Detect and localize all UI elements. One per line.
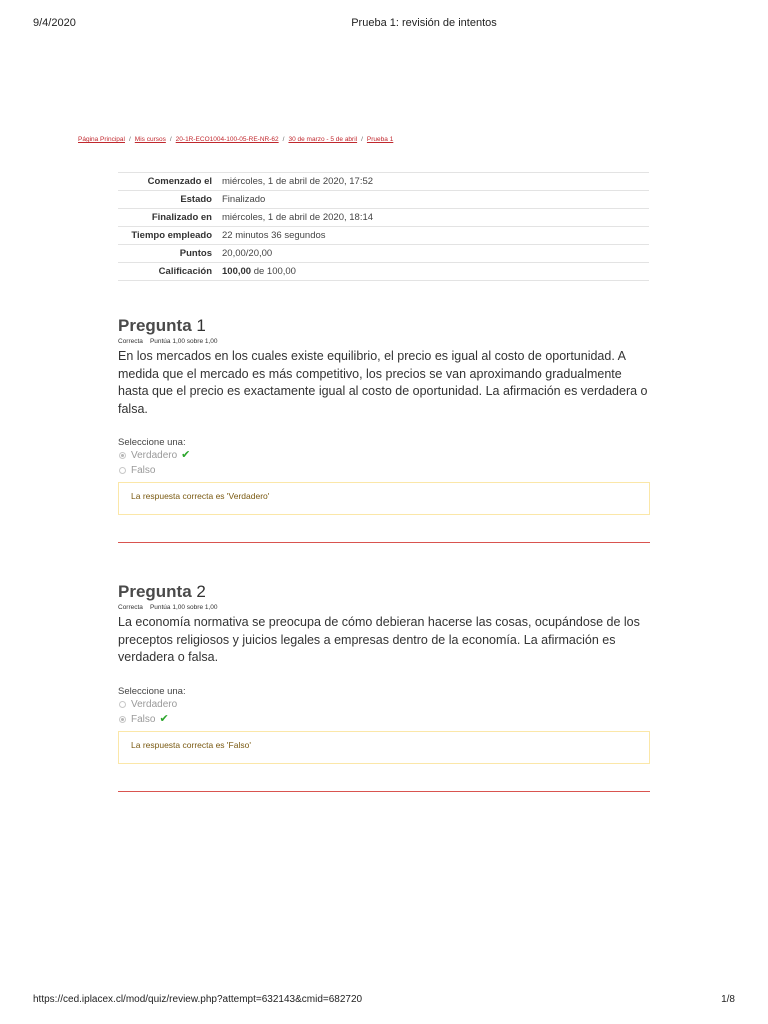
answer-option-label: Verdadero (131, 450, 178, 461)
breadcrumb-separator: / (282, 136, 285, 143)
summary-label: Comenzado el (147, 176, 212, 187)
summary-row-grade (118, 263, 649, 281)
summary-value: Finalizado (222, 194, 266, 205)
answer-option-label: Falso (131, 713, 156, 725)
answer-option-verdadero[interactable] (118, 697, 650, 712)
question-number: 1 (196, 316, 206, 335)
question-status: Correcta (118, 604, 143, 611)
question-divider (118, 791, 650, 792)
breadcrumb-separator: / (361, 136, 363, 143)
breadcrumb-separator: / (128, 136, 131, 143)
summary-value: miércoles, 1 de abril de 2020, 17:52 (222, 176, 374, 187)
summary-label: Puntos (179, 248, 212, 259)
question-label: Pregunta (118, 316, 192, 335)
question-title (118, 582, 650, 602)
summary-row-points (118, 245, 649, 263)
summary-value (216, 263, 649, 281)
radio-icon[interactable] (119, 701, 126, 708)
answer-prompt: Seleccione una: (118, 685, 186, 697)
check-icon: ✔ (181, 449, 191, 461)
print-url: https://ced.iplacex.cl/mod/quiz/review.php?attempt=632143&cmid=682720 (33, 994, 363, 1005)
answer-option-label: Verdadero (131, 698, 178, 710)
breadcrumb-course-link[interactable]: 20-1R-ECO1004-100-05-RE-NR-62 (175, 136, 279, 143)
breadcrumb-home-link[interactable]: Página Principal (78, 136, 125, 143)
breadcrumb-quiz-link[interactable]: Prueba 1 (366, 136, 394, 143)
answer-option-label: Falso (131, 465, 156, 476)
breadcrumb-separator: / (169, 136, 172, 143)
answer-option-falso[interactable] (118, 463, 650, 478)
print-header (0, 17, 768, 31)
attempt-summary-table (118, 172, 649, 281)
question-meta (118, 338, 650, 345)
summary-row-state (118, 191, 649, 209)
summary-row-finished (118, 209, 649, 227)
question-number: 2 (196, 582, 206, 601)
feedback-box: La respuesta correcta es 'Verdadero' (118, 482, 650, 515)
radio-selected-icon[interactable] (119, 452, 126, 459)
question-title (118, 316, 650, 336)
question-meta (118, 604, 650, 611)
summary-value: miércoles, 1 de abril de 2020, 18:14 (222, 212, 374, 223)
grade-suffix: de 100,00 (253, 266, 296, 277)
question-text: En los mercados en los cuales existe equilibrio, el precio es igual al costo de oportunidad. A medida que el mercado es más competitivo, los precios se van aproximando gradualmente hasta que el precio es exactamente igual al costo de oportunidad. La afirmación es verdadera o falsa. (118, 349, 648, 416)
breadcrumb-week-link[interactable]: 30 de marzo - 5 de abril (288, 136, 358, 143)
summary-row-time (118, 227, 649, 245)
breadcrumb-my-courses-link[interactable]: Mis cursos (134, 136, 166, 143)
answer-prompt: Seleccione una: (118, 437, 186, 448)
summary-label: Finalizado en (151, 212, 212, 223)
summary-label: Calificación (158, 266, 212, 277)
question-status: Correcta (118, 338, 143, 345)
question-divider (118, 542, 650, 543)
answer-option-falso[interactable] (118, 712, 650, 727)
question-score: Puntúa 1,00 sobre 1,00 (149, 338, 218, 345)
print-title: Prueba 1: revisión de intentos (351, 17, 497, 29)
question-label: Pregunta (118, 582, 192, 601)
radio-selected-icon[interactable] (119, 716, 126, 723)
radio-icon[interactable] (119, 467, 126, 474)
question-2 (118, 582, 650, 764)
summary-value: 20,00/20,00 (222, 248, 273, 259)
check-icon: ✔ (159, 712, 169, 725)
summary-label: Tiempo empleado (131, 230, 212, 241)
feedback-box: La respuesta correcta es 'Falso' (118, 731, 650, 764)
summary-value: 22 minutos 36 segundos (222, 230, 326, 241)
question-score: Puntúa 1,00 sobre 1,00 (149, 604, 218, 611)
summary-label: Estado (180, 194, 212, 205)
grade-value: 100,00 (222, 266, 252, 277)
print-date: 9/4/2020 (33, 17, 76, 29)
print-page-number: 1/8 (721, 994, 735, 1005)
question-1 (118, 316, 650, 515)
breadcrumb (78, 136, 393, 143)
summary-row-started (118, 173, 649, 191)
question-text: La economía normativa se preocupa de cómo debieran hacerse las cosas, ocupándose de los preceptos religiosos y juicios legales a empresas dentro de la economía. La afirmación es verdadera o falsa. (118, 615, 640, 664)
print-footer (0, 994, 768, 1008)
answer-option-verdadero[interactable] (118, 448, 650, 463)
